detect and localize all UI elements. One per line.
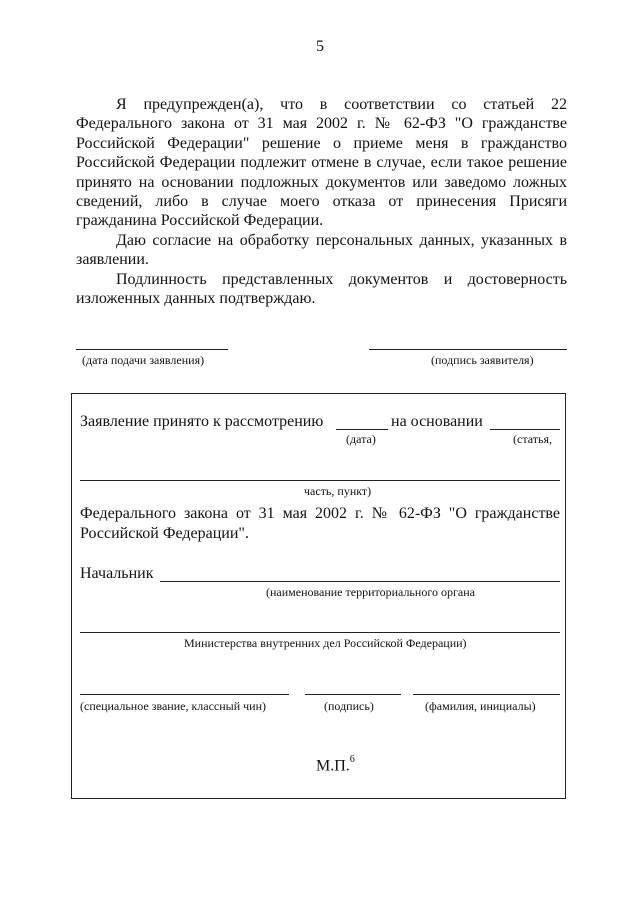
part-point-caption: часть, пункт)	[304, 484, 372, 498]
acceptance-date-caption: (дата)	[346, 432, 376, 446]
authenticity-paragraph	[76, 270, 567, 309]
law-reference-line2: Российской Федерации".	[80, 525, 249, 542]
stamp-label: М.П.	[316, 757, 350, 775]
ministry-line[interactable]	[80, 632, 560, 633]
official-name-line[interactable]	[413, 694, 560, 695]
law-reference-line1: Федерального закона от 31 мая 2002 г. № 62-ФЗ "О гражданстве	[80, 505, 560, 522]
territorial-body-caption: (наименование территориального органа	[266, 585, 475, 599]
acceptance-date-line[interactable]	[336, 429, 388, 430]
applicant-signature-caption: (подпись заявителя)	[431, 353, 534, 367]
accepted-label: Заявление принято к рассмотрению	[80, 413, 324, 430]
warning-text: Я предупрежден(а), что в соответствии со статьей 22 Федерального закона от 31 мая 2002 г. № 62-ФЗ "О гражданстве Российской Федерации" решение о приеме меня в гражданство Российской Федерации подлежит отмене в случае, если такое решение принято на основании подложных документов или заведомо ложных сведений, либо в случае моего отказа от принесения Присяги гражданина Российской Федерации.	[76, 96, 567, 230]
official-signature-caption: (подпись)	[324, 699, 374, 713]
authenticity-text: Подлинность представленных документов и достоверность изложенных данных подтверждаю.	[76, 271, 567, 308]
stamp-place	[316, 752, 355, 776]
article-line[interactable]	[490, 429, 560, 430]
warning-paragraph	[76, 95, 567, 231]
applicant-signature-line[interactable]	[369, 349, 567, 350]
official-name-caption: (фамилия, инициалы)	[425, 699, 536, 713]
consent-paragraph	[76, 231, 567, 270]
head-name-line[interactable]	[160, 581, 560, 582]
page-number: 5	[316, 38, 324, 55]
part-point-line[interactable]	[80, 480, 560, 481]
basis-label: на основании	[391, 413, 483, 430]
rank-line[interactable]	[80, 694, 289, 695]
article-caption: (статья,	[513, 432, 552, 446]
consent-text: Даю согласие на обработку персональных данных, указанных в заявлении.	[76, 232, 567, 269]
official-signature-line[interactable]	[305, 694, 401, 695]
application-date-caption: (дата подачи заявления)	[82, 353, 205, 367]
head-label: Начальник	[80, 565, 154, 582]
ministry-caption: Министерства внутренних дел Российской Федерации)	[184, 636, 467, 650]
footnote-ref: 6	[349, 754, 355, 765]
rank-caption: (специальное звание, классный чин)	[80, 699, 267, 713]
application-date-line[interactable]	[76, 349, 228, 350]
